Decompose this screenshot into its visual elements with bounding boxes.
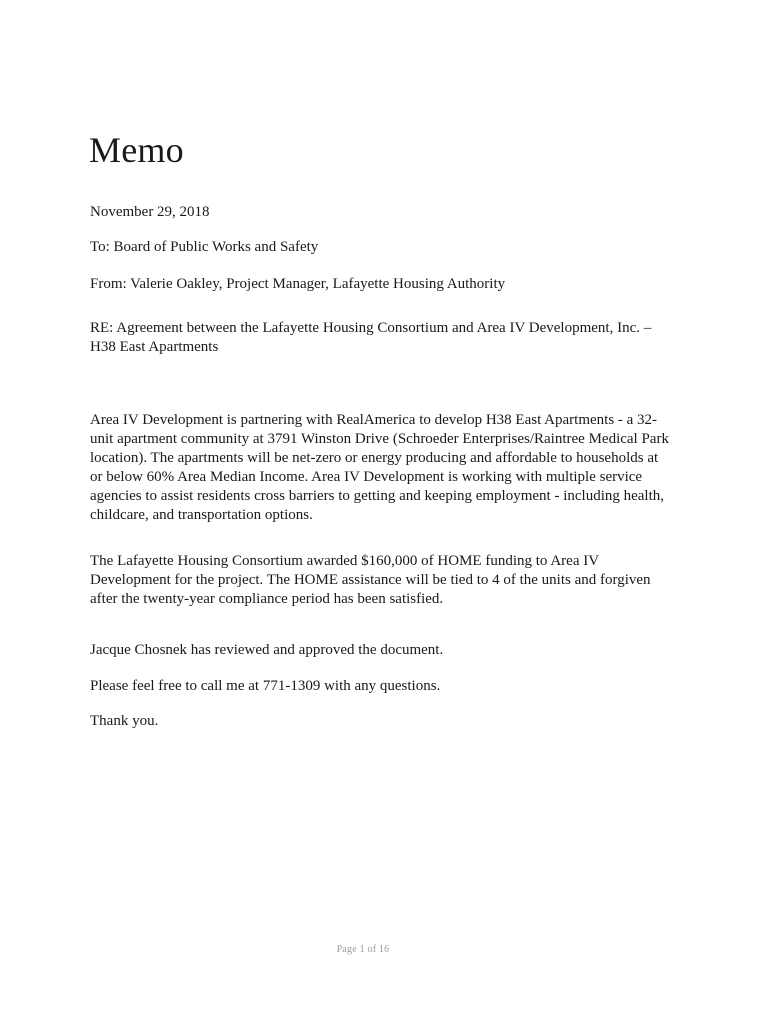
paragraph-line: Area IV Development is partnering with RealAmerica to develop H38 East Apartments - a 32- [90,412,658,428]
paragraph-line: after the twenty-year compliance period has been satisfied. [90,591,444,607]
memo-paragraph-funding [90,552,680,609]
memo-to: To: Board of Public Works and Safety [90,239,319,255]
paragraph-line: location). The apartments will be net-zero or energy producing and affordable to households at [90,450,659,466]
paragraph-line: unit apartment community at 3791 Winston Drive (Schroeder Enterprises/Raintree Medical Park [90,431,669,447]
paragraph-line: Development for the project. The HOME assistance will be tied to 4 of the units and forgiven [90,572,651,588]
page-number: Page 1 of 16 [336,944,390,955]
memo-closing: Thank you. [90,713,159,729]
re-line: RE: Agreement between the Lafayette Housing Consortium and Area IV Development, Inc. – [90,320,652,336]
memo-from: From: Valerie Oakley, Project Manager, Lafayette Housing Authority [90,276,506,292]
paragraph-line: agencies to assist residents cross barriers to getting and keeping employment - including health, [90,488,665,504]
paragraph-line: or below 60% Area Median Income. Area IV Development is working with multiple service [90,469,643,485]
memo-paragraph-project [90,411,680,525]
memo-re [90,319,680,357]
paragraph-line: childcare, and transportation options. [90,507,313,523]
re-line: H38 East Apartments [90,339,219,355]
memo-date: November 29, 2018 [90,204,210,220]
memo-title: Memo [89,130,184,170]
memo-contact-note: Please feel free to call me at 771-1309 with any questions. [90,678,441,694]
memo-review-note: Jacque Chosnek has reviewed and approved the document. [90,642,444,658]
paragraph-line: The Lafayette Housing Consortium awarded $160,000 of HOME funding to Area IV [90,553,600,569]
